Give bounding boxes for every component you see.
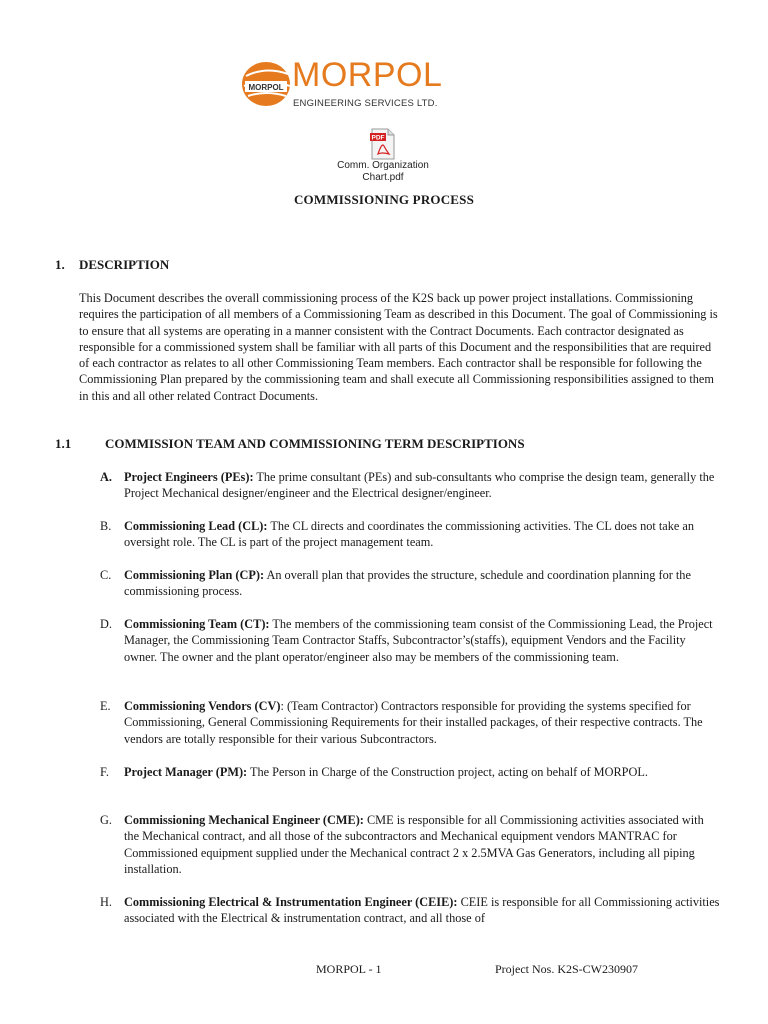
item-letter: H.: [100, 895, 112, 909]
company-logo: [240, 56, 443, 116]
term-item-g: [100, 812, 720, 877]
footer-page-label: MORPOL - 1: [316, 962, 382, 976]
term-item-e: [100, 698, 720, 747]
item-term: Commissioning Mechanical Engineer (CME):: [124, 813, 364, 827]
term-item-h: [100, 894, 720, 927]
logo-name: MORPOL: [292, 56, 443, 94]
item-term: Commissioning Electrical & Instrumentation Engineer (CEIE):: [124, 895, 458, 909]
term-item-b: [100, 518, 720, 551]
item-letter: E.: [100, 699, 111, 713]
item-text: : (Team Contractor) Contractors responsible for providing the systems specified for Commissioning, General Commissioning Requirements for their installed packages, of their respective contracts. The vendors are totally responsible for their various Subcontractors.: [124, 699, 703, 746]
pdf-icon-label: PDF: [371, 134, 385, 142]
item-letter: B.: [100, 519, 112, 533]
item-text: CEIE is responsible for all Commissioning activities associated with the Electrical & instrumentation contract, and all those of: [124, 895, 720, 926]
item-text: The members of the commissioning team consist of the Commissioning Lead, the Project Manager, the Commissioning Team Contractor Staffs, Subcontractor’s(staffs), equipment Vendors and the Facility owner. The owner and the plant operator/engineer also may be members of the commissioning team.: [124, 617, 713, 664]
term-item-c: [100, 567, 720, 600]
footer-project-number: Project Nos. K2S-CW230907: [495, 962, 638, 976]
pdf-attachment[interactable]: [318, 128, 448, 184]
section-1-1-number: 1.1: [55, 436, 72, 451]
pdf-file-icon: [370, 128, 396, 160]
item-text: An overall plan that provides the structure, schedule and coordination planning for the commissioning process.: [124, 568, 691, 599]
logo-subtitle: ENGINEERING SERVICES LTD.: [293, 98, 438, 109]
item-text: CME is responsible for all Commissioning activities associated with the Mechanical contract, and all those of the subcontractors and Mechanical equipment vendors MANTRAC for Commissioned equipment supplied under the Mechanical contract 2 x 2.5MVA Gas Generators, including all piping installation.: [124, 813, 704, 876]
item-letter: D.: [100, 617, 112, 631]
item-term: Commissioning Vendors (CV): [124, 699, 281, 713]
section-1-heading: [55, 257, 169, 273]
item-letter: A.: [100, 470, 112, 484]
item-letter: C.: [100, 568, 112, 582]
term-item-d: [100, 616, 720, 665]
item-letter: G.: [100, 813, 112, 827]
logo-badge: MORPOL: [248, 83, 284, 92]
item-term: Commissioning Plan (CP):: [124, 568, 265, 582]
section-1-1-heading: [55, 436, 525, 452]
description-paragraph: This Document describes the overall commissioning process of the K2S back up power project installations. Commissioning requires the participation of all members of a Commissioning Team as described in this Document. The goal of Commissioning is to ensure that all systems are operating in a manner consistent with the Contract Documents. Each contractor designated as responsible for a commissioned system shall be familiar with all parts of this Document and the responsibilities that are required of each contractor as relates to all other Commissioning Team members. Each contractor shall be responsible for following the Commissioning Plan prepared by the commissioning team and shall execute all Commissioning responsibilities assigned to them in this and all other related Contract Documents.: [79, 291, 718, 403]
item-term: Commissioning Lead (CL):: [124, 519, 268, 533]
logo-globe-icon: [240, 56, 296, 112]
item-letter: F.: [100, 765, 109, 779]
item-text: The CL directs and coordinates the commissioning activities. The CL does not take an oversight role. The CL is part of the project management team.: [124, 519, 695, 550]
item-term: Project Engineers (PEs):: [124, 470, 254, 484]
attachment-name-line2: Chart.pdf: [362, 172, 404, 183]
item-term: Commissioning Team (CT):: [124, 617, 270, 631]
section-1-1-title: COMMISSION TEAM AND COMMISSIONING TERM DESCRIPTIONS: [105, 436, 525, 451]
term-item-a: [100, 469, 720, 502]
attachment-name-line1: Comm. Organization: [337, 160, 429, 171]
section-1-title: DESCRIPTION: [79, 257, 170, 272]
item-text: The prime consultant (PEs) and sub-consultants who comprise the design team, generally the Project Mechanical designer/engineer and the Electrical designer/engineer.: [124, 470, 715, 501]
item-text: The Person in Charge of the Construction project, acting on behalf of MORPOL.: [247, 765, 648, 779]
term-item-f: [100, 764, 720, 780]
item-term: Project Manager (PM):: [124, 765, 248, 779]
document-title: COMMISSIONING PROCESS: [293, 192, 475, 207]
section-1-number: 1.: [55, 257, 65, 272]
